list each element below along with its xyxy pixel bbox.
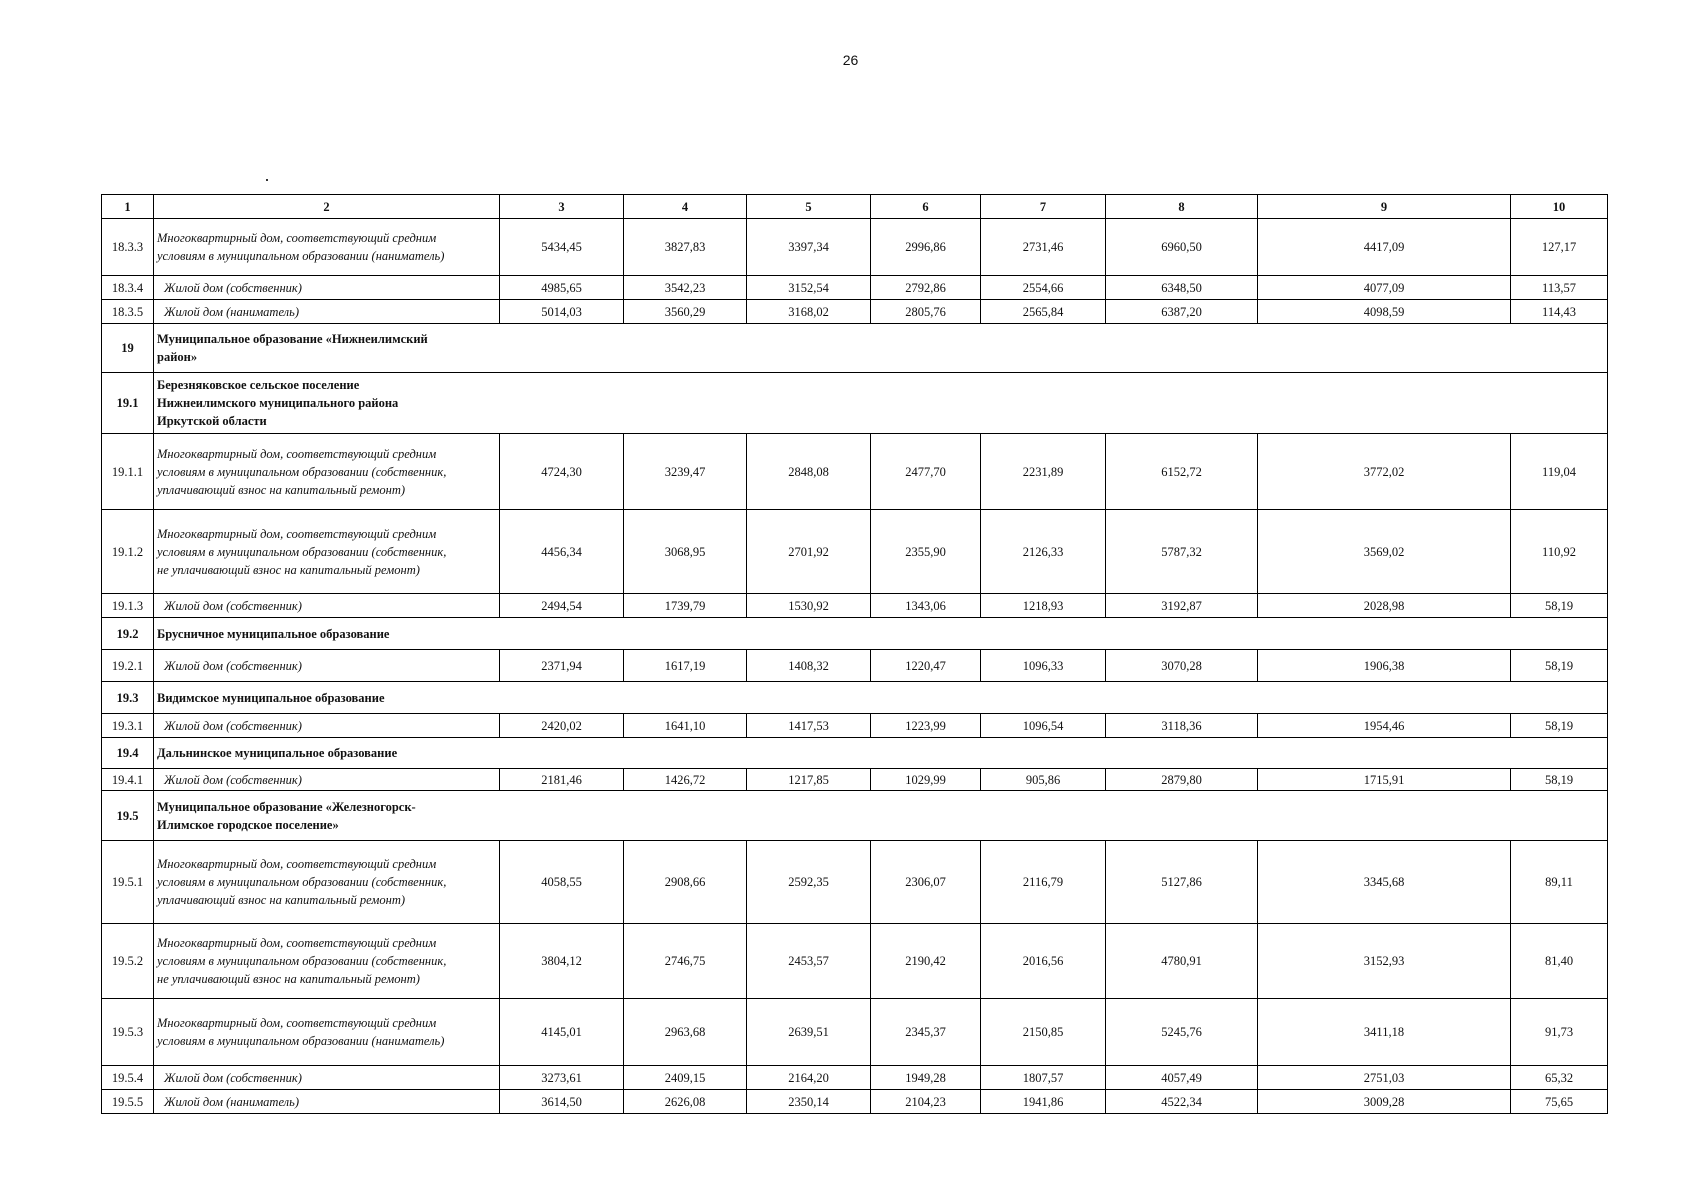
group-name-line: район»	[157, 350, 198, 364]
value-cell: 6348,50	[1106, 276, 1258, 300]
row-code: 19.5.1	[102, 841, 154, 924]
description-line: условиям в муниципальном образовании (собственник,	[157, 544, 447, 559]
value-cell: 3070,28	[1106, 650, 1258, 682]
value-cell: 2126,33	[981, 510, 1106, 594]
value-cell: 1530,92	[747, 594, 871, 618]
value-cell: 3009,28	[1258, 1090, 1511, 1114]
value-cell: 3772,02	[1258, 434, 1511, 510]
table-row	[102, 510, 1608, 594]
description-line: не уплачивающий взнос на капитальный ремонт)	[157, 562, 420, 577]
value-cell: 1941,86	[981, 1090, 1106, 1114]
row-code: 19.2.1	[102, 650, 154, 682]
row-code: 19.3	[102, 682, 154, 714]
value-cell: 81,40	[1511, 924, 1608, 999]
row-code: 18.3.3	[102, 219, 154, 276]
group-name	[154, 373, 1608, 434]
value-cell: 3827,83	[624, 219, 747, 276]
group-name	[154, 791, 1608, 841]
row-description	[154, 714, 500, 738]
value-cell: 2751,03	[1258, 1066, 1511, 1090]
value-cell: 3152,54	[747, 276, 871, 300]
group-name-line: Муниципальное образование «Железногорск-	[157, 799, 416, 814]
value-cell: 4057,49	[1106, 1066, 1258, 1090]
row-description	[154, 510, 500, 594]
table-row	[102, 1066, 1608, 1090]
description-line: условиям в муниципальном образовании (наниматель)	[157, 1034, 445, 1048]
value-cell: 3411,18	[1258, 999, 1511, 1066]
description-line: не уплачивающий взнос на капитальный ремонт)	[157, 972, 420, 986]
column-number: 6	[871, 195, 981, 219]
row-code: 18.3.5	[102, 300, 154, 324]
value-cell: 1949,28	[871, 1066, 981, 1090]
table-row	[102, 219, 1608, 276]
description-line: Жилой дом (собственник)	[164, 1070, 302, 1085]
value-cell: 1954,46	[1258, 714, 1511, 738]
group-name	[154, 738, 1608, 769]
group-row	[102, 324, 1608, 373]
description-line: условиям в муниципальном образовании (собственник,	[157, 464, 447, 479]
value-cell: 2190,42	[871, 924, 981, 999]
value-cell: 1220,47	[871, 650, 981, 682]
value-cell: 1096,54	[981, 714, 1106, 738]
value-cell: 1408,32	[747, 650, 871, 682]
description-line: Многоквартирный дом, соответствующий средним	[157, 526, 437, 541]
value-cell: 1096,33	[981, 650, 1106, 682]
value-cell: 3192,87	[1106, 594, 1258, 618]
value-cell: 905,86	[981, 769, 1106, 791]
description-line: Жилой дом (собственник)	[164, 280, 302, 295]
column-number: 2	[154, 195, 500, 219]
description-line: Многоквартирный дом, соответствующий средним	[157, 231, 437, 245]
value-cell: 6152,72	[1106, 434, 1258, 510]
value-cell: 2565,84	[981, 300, 1106, 324]
value-cell: 5014,03	[500, 300, 624, 324]
value-cell: 2805,76	[871, 300, 981, 324]
value-cell: 2453,57	[747, 924, 871, 999]
description-line: Жилой дом (собственник)	[164, 772, 302, 787]
row-code: 19.4	[102, 738, 154, 769]
column-number: 5	[747, 195, 871, 219]
value-cell: 2231,89	[981, 434, 1106, 510]
row-code: 19.3.1	[102, 714, 154, 738]
row-description	[154, 434, 500, 510]
value-cell: 2792,86	[871, 276, 981, 300]
description-line: Жилой дом (собственник)	[164, 658, 302, 673]
column-number: 10	[1511, 195, 1608, 219]
value-cell: 2908,66	[624, 841, 747, 924]
row-code: 19.5.5	[102, 1090, 154, 1114]
description-line: Многоквартирный дом, соответствующий средним	[157, 936, 437, 950]
value-cell: 2409,15	[624, 1066, 747, 1090]
value-cell: 2626,08	[624, 1090, 747, 1114]
group-row	[102, 791, 1608, 841]
value-cell: 3804,12	[500, 924, 624, 999]
value-cell: 2306,07	[871, 841, 981, 924]
description-line: уплачивающий взнос на капитальный ремонт)	[157, 893, 406, 907]
description-line: Жилой дом (наниматель)	[164, 1094, 299, 1109]
description-line: Жилой дом (наниматель)	[164, 304, 299, 319]
description-line: условиям в муниципальном образовании (наниматель)	[157, 249, 445, 263]
value-cell: 58,19	[1511, 769, 1608, 791]
group-name-line: Нижнеилимского муниципального района	[157, 396, 399, 410]
group-name	[154, 324, 1608, 373]
value-cell: 4724,30	[500, 434, 624, 510]
value-cell: 2701,92	[747, 510, 871, 594]
value-cell: 114,43	[1511, 300, 1608, 324]
row-code: 19.1.3	[102, 594, 154, 618]
group-row	[102, 682, 1608, 714]
table-row	[102, 594, 1608, 618]
row-code: 19.5	[102, 791, 154, 841]
value-cell: 4058,55	[500, 841, 624, 924]
value-cell: 2477,70	[871, 434, 981, 510]
value-cell: 1807,57	[981, 1066, 1106, 1090]
value-cell: 1426,72	[624, 769, 747, 791]
group-name-line: Видимское муниципальное образование	[157, 690, 385, 705]
value-cell: 3542,23	[624, 276, 747, 300]
value-cell: 2996,86	[871, 219, 981, 276]
group-name-line: Дальнинское муниципальное образование	[157, 746, 398, 760]
row-description	[154, 769, 500, 791]
value-cell: 2116,79	[981, 841, 1106, 924]
table-row	[102, 841, 1608, 924]
group-name-line: Муниципальное образование «Нижнеилимский	[157, 332, 428, 346]
column-number: 8	[1106, 195, 1258, 219]
row-code: 19.5.3	[102, 999, 154, 1066]
row-description	[154, 841, 500, 924]
value-cell: 3068,95	[624, 510, 747, 594]
value-cell: 4522,34	[1106, 1090, 1258, 1114]
value-cell: 2355,90	[871, 510, 981, 594]
value-cell: 127,17	[1511, 219, 1608, 276]
row-code: 19.5.2	[102, 924, 154, 999]
value-cell: 58,19	[1511, 714, 1608, 738]
value-cell: 2016,56	[981, 924, 1106, 999]
value-cell: 2350,14	[747, 1090, 871, 1114]
value-cell: 4077,09	[1258, 276, 1511, 300]
table-body	[102, 219, 1608, 1114]
description-line: Многоквартирный дом, соответствующий средним	[157, 446, 437, 461]
value-cell: 2639,51	[747, 999, 871, 1066]
table-row	[102, 300, 1608, 324]
value-cell: 1218,93	[981, 594, 1106, 618]
table-row	[102, 1090, 1608, 1114]
value-cell: 2963,68	[624, 999, 747, 1066]
group-name-line: Илимское городское поселение»	[157, 817, 339, 832]
row-description	[154, 300, 500, 324]
value-cell: 6960,50	[1106, 219, 1258, 276]
column-number: 1	[102, 195, 154, 219]
scan-speck	[266, 179, 268, 181]
description-line: Многоквартирный дом, соответствующий средним	[157, 857, 437, 871]
value-cell: 2371,94	[500, 650, 624, 682]
description-line: условиям в муниципальном образовании (собственник,	[157, 875, 447, 889]
value-cell: 65,32	[1511, 1066, 1608, 1090]
value-cell: 2554,66	[981, 276, 1106, 300]
value-cell: 3569,02	[1258, 510, 1511, 594]
group-name-line: Брусничное муниципальное образование	[157, 626, 390, 641]
value-cell: 2164,20	[747, 1066, 871, 1090]
description-line: уплачивающий взнос на капитальный ремонт)	[157, 482, 406, 497]
row-description	[154, 650, 500, 682]
column-number: 7	[981, 195, 1106, 219]
column-number: 9	[1258, 195, 1511, 219]
value-cell: 110,92	[1511, 510, 1608, 594]
value-cell: 2746,75	[624, 924, 747, 999]
value-cell: 2848,08	[747, 434, 871, 510]
value-cell: 2731,46	[981, 219, 1106, 276]
row-code: 19	[102, 324, 154, 373]
row-code: 19.5.4	[102, 1066, 154, 1090]
description-line: Жилой дом (собственник)	[164, 598, 302, 613]
value-cell: 1343,06	[871, 594, 981, 618]
value-cell: 5245,76	[1106, 999, 1258, 1066]
value-cell: 3118,36	[1106, 714, 1258, 738]
tariff-table	[101, 194, 1608, 1114]
table-row	[102, 924, 1608, 999]
group-name	[154, 682, 1608, 714]
value-cell: 3345,68	[1258, 841, 1511, 924]
value-cell: 2420,02	[500, 714, 624, 738]
value-cell: 2150,85	[981, 999, 1106, 1066]
table-row	[102, 434, 1608, 510]
value-cell: 113,57	[1511, 276, 1608, 300]
description-line: условиям в муниципальном образовании (собственник,	[157, 954, 447, 968]
value-cell: 1906,38	[1258, 650, 1511, 682]
value-cell: 4417,09	[1258, 219, 1511, 276]
value-cell: 3560,29	[624, 300, 747, 324]
value-cell: 3273,61	[500, 1066, 624, 1090]
table-row	[102, 276, 1608, 300]
value-cell: 3397,34	[747, 219, 871, 276]
value-cell: 2879,80	[1106, 769, 1258, 791]
group-name-line: Иркутской области	[157, 414, 267, 428]
value-cell: 4098,59	[1258, 300, 1511, 324]
value-cell: 6387,20	[1106, 300, 1258, 324]
group-name-line: Березняковское сельское поселение	[157, 378, 360, 392]
table-row	[102, 769, 1608, 791]
row-code: 19.1	[102, 373, 154, 434]
value-cell: 1715,91	[1258, 769, 1511, 791]
table-row	[102, 650, 1608, 682]
column-number: 3	[500, 195, 624, 219]
row-code: 19.2	[102, 618, 154, 650]
row-description	[154, 1066, 500, 1090]
value-cell: 2104,23	[871, 1090, 981, 1114]
value-cell: 4456,34	[500, 510, 624, 594]
value-cell: 2028,98	[1258, 594, 1511, 618]
description-line: Многоквартирный дом, соответствующий средним	[157, 1016, 437, 1030]
value-cell: 91,73	[1511, 999, 1608, 1066]
group-row	[102, 373, 1608, 434]
value-cell: 5127,86	[1106, 841, 1258, 924]
value-cell: 1739,79	[624, 594, 747, 618]
value-cell: 1417,53	[747, 714, 871, 738]
value-cell: 3614,50	[500, 1090, 624, 1114]
value-cell: 1029,99	[871, 769, 981, 791]
group-name	[154, 618, 1608, 650]
value-cell: 2592,35	[747, 841, 871, 924]
value-cell: 5787,32	[1106, 510, 1258, 594]
row-description	[154, 999, 500, 1066]
value-cell: 75,65	[1511, 1090, 1608, 1114]
value-cell: 58,19	[1511, 594, 1608, 618]
value-cell: 3152,93	[1258, 924, 1511, 999]
value-cell: 3168,02	[747, 300, 871, 324]
value-cell: 5434,45	[500, 219, 624, 276]
row-description	[154, 924, 500, 999]
value-cell: 4780,91	[1106, 924, 1258, 999]
row-code: 18.3.4	[102, 276, 154, 300]
row-description	[154, 219, 500, 276]
group-row	[102, 618, 1608, 650]
value-cell: 2181,46	[500, 769, 624, 791]
value-cell: 3239,47	[624, 434, 747, 510]
value-cell: 1617,19	[624, 650, 747, 682]
table-row	[102, 714, 1608, 738]
page-number: 26	[842, 52, 859, 68]
row-code: 19.4.1	[102, 769, 154, 791]
value-cell: 1223,99	[871, 714, 981, 738]
row-code: 19.1.2	[102, 510, 154, 594]
value-cell: 2345,37	[871, 999, 981, 1066]
value-cell: 2494,54	[500, 594, 624, 618]
value-cell: 4985,65	[500, 276, 624, 300]
value-cell: 1641,10	[624, 714, 747, 738]
value-cell: 89,11	[1511, 841, 1608, 924]
row-code: 19.1.1	[102, 434, 154, 510]
row-description	[154, 276, 500, 300]
group-row	[102, 738, 1608, 769]
row-description	[154, 594, 500, 618]
row-description	[154, 1090, 500, 1114]
value-cell: 1217,85	[747, 769, 871, 791]
column-number: 4	[624, 195, 747, 219]
value-cell: 4145,01	[500, 999, 624, 1066]
column-number-row	[102, 195, 1608, 219]
value-cell: 58,19	[1511, 650, 1608, 682]
value-cell: 119,04	[1511, 434, 1608, 510]
description-line: Жилой дом (собственник)	[164, 718, 302, 733]
table-row	[102, 999, 1608, 1066]
